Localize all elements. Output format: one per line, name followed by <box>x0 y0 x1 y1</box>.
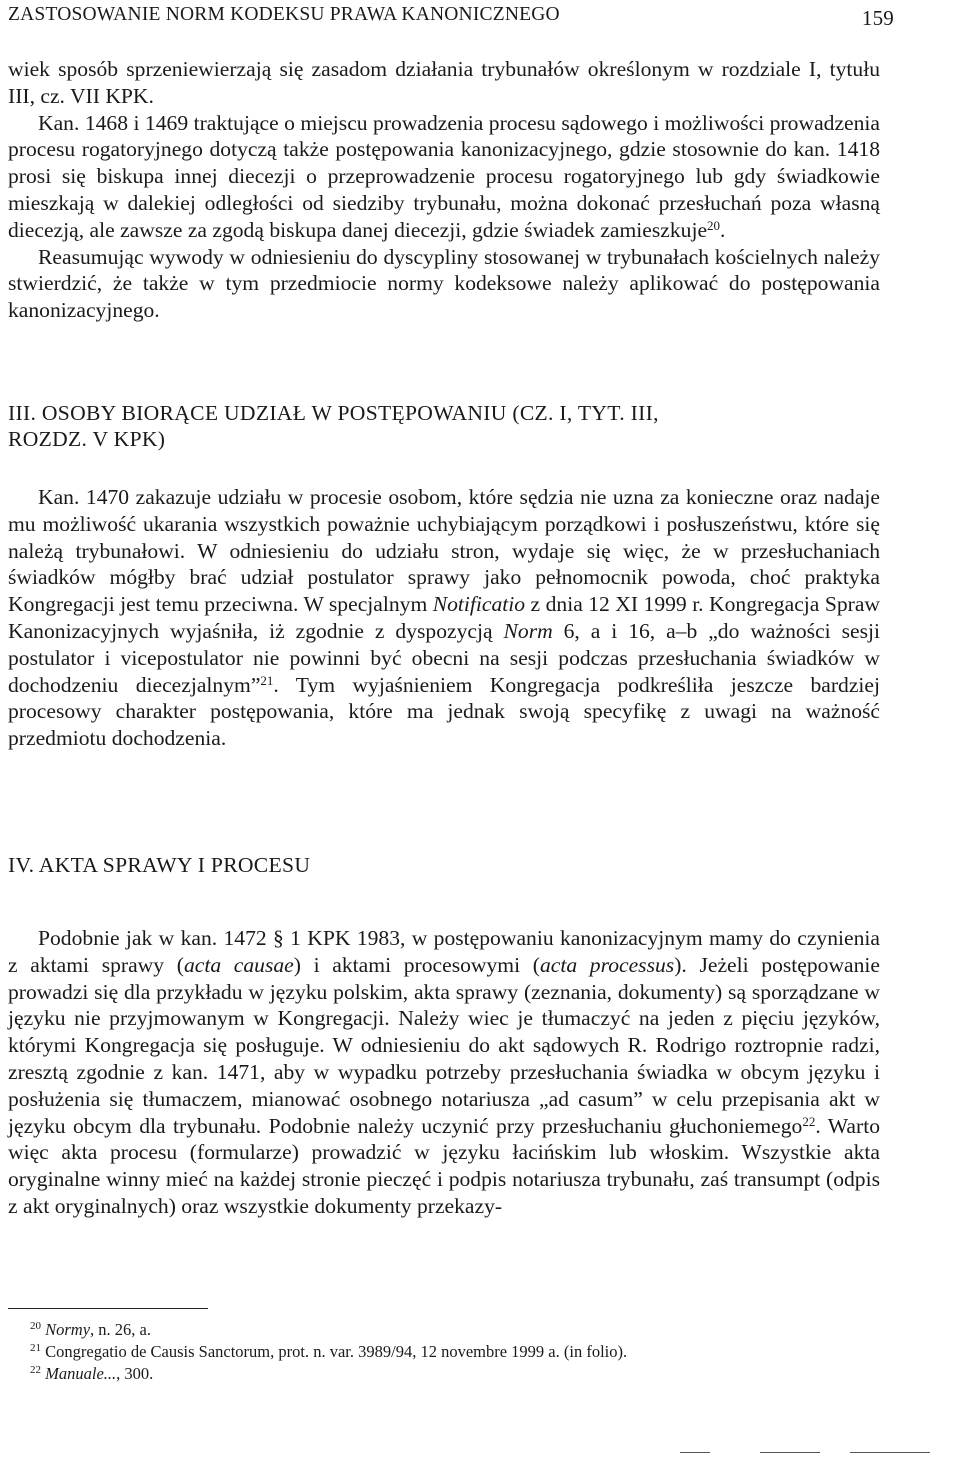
footnote-italic: Manuale... <box>45 1364 117 1383</box>
paragraph-kan-1470 <box>8 484 880 752</box>
paragraph-kan-1468 <box>8 110 880 244</box>
section-iv-body <box>8 925 880 1220</box>
paragraph-continuation: wiek sposób sprzeniewierzają się zasadom działania trybunałów określonym w rozdziale I, tytułu III, cz. VII KPK. <box>8 57 880 108</box>
scan-mark <box>680 1452 710 1453</box>
footnote-text: Congregatio de Causis Sanctorum, prot. n. var. 3989/94, 12 novembre 1999 a. (in folio). <box>45 1342 628 1361</box>
footnote-21 <box>8 1341 880 1363</box>
footnote-number: 20 <box>30 1320 41 1332</box>
paragraph-text: ) i aktami procesowymi ( <box>293 952 540 977</box>
footnote-ref-21[interactable]: 21 <box>260 672 274 688</box>
section-iii-body <box>8 484 880 752</box>
paragraph-summary: Reasumując wywody w odniesieniu do dyscypliny stosowanej w trybunałach kościelnych należy stwierdzić, że także w tym przedmiocie normy kodeksowe należy aplikować do postępowania kanonizacyjnego. <box>8 244 880 323</box>
footnote-ref-22[interactable]: 22 <box>802 1113 816 1129</box>
section-ii-end <box>8 56 880 324</box>
section-heading-iv <box>8 852 880 878</box>
footnote-22 <box>8 1363 880 1385</box>
italic-term: Norm <box>503 618 553 643</box>
footnote-number: 22 <box>30 1364 41 1376</box>
paragraph-text: Kan. 1468 i 1469 traktujące o miejscu prowadzenia procesu sądowego i możliwości prowadzenia procesu rogatoryjnego dotyczą także postępowania kanonizacyjnego, gdzie stosownie do kan. 1418 prosi się biskupa innej diecezji o przeprowadzenie procesu rogatoryjnego lub gdy świadkowie mieszkają w dalekiej odległości od siedziby trybunału, można dokonać przesłuchań poza własną diecezją, ale zawsze za zgodą biskupa danej diecezji, gdzie świadek zamieszkuje <box>8 110 880 242</box>
footnote-italic: Normy <box>45 1320 91 1339</box>
italic-term: Notificatio <box>432 592 526 617</box>
running-title: ZASTOSOWANIE NORM KODEKSU PRAWA KANONICZNEGO <box>8 4 560 25</box>
italic-term: acta causae <box>183 952 294 977</box>
paragraph-text: z dnia 12 XI 1999 r. Kongregacja Spraw Kanonizacyjnych wyjaśniła, iż zgodnie z dyspozycją <box>8 592 880 643</box>
footnote-text: , 300. <box>116 1364 154 1383</box>
footnote-ref-20[interactable]: 20 <box>707 217 721 233</box>
scan-mark <box>760 1452 820 1453</box>
paragraph-text: Podobnie jak w kan. 1472 § 1 KPK 1983, w postępowaniu kanonizacyjnym mamy do czynienia z aktami sprawy ( <box>8 926 880 977</box>
paragraph-text: . Tym wyjaśnieniem Kongregacja podkreśliła jeszcze bardziej procesowy charakter postępowania, które ma jednak swoją specyfikę z uwagi na ważność przedmiotu dochodzenia. <box>8 672 881 751</box>
paragraph-text: . Warto więc akta procesu (formularze) prowadzić w języku łacińskim lub włoskim. Wszystkie akta oryginalne winny mieć na każdej stronie pieczęć i podpis notariusza trybunału, zaś transumpt (odpis z akt oryginalnych) oraz wszystkie dokumenty przekazy- <box>8 1113 880 1218</box>
section-heading-line: III. OSOBY BIORĄCE UDZIAŁ W POSTĘPOWANIU (CZ. I, TYT. III, <box>8 401 659 425</box>
running-header <box>8 4 894 30</box>
section-heading-iii <box>8 400 880 452</box>
paragraph-text: . <box>720 217 726 242</box>
page-number: 159 <box>861 6 894 30</box>
scan-mark <box>850 1452 930 1453</box>
footnote-number: 21 <box>30 1342 41 1354</box>
paragraph-text: 6, a i 16, a–b „do ważności sesji postulator i vicepostulator nie powinni być obecni na sesji podczas przesłuchania świadków w dochodzeniu diecezjalnym” <box>8 618 880 697</box>
section-heading-line: ROZDZ. V KPK) <box>8 427 166 451</box>
paragraph-text: ). Jeżeli postępowanie prowadzi się dla przykładu w języku polskim, akta sprawy (zeznania, dokumenty) są sporządzane w języku nie przyjmowanym w Kongregacji. Należy wiec je tłumaczyć na jeden z pięciu języków, którymi Kongregacja się posługuje. W odniesieniu do akt sądowych R. Rodrigo roztropnie radzi, zresztą zgodnie z kan. 1471, aby w wypadku potrzeby przesłuchania świadka w obcym języku i posłużenia się tłumaczem, mianować osobnego notariusza „ad casum” w celu przepisania akt w języku obcym dla trybunału. Podobnie należy uczynić przy przesłuchaniu głuchoniemego <box>8 952 881 1138</box>
footnotes <box>8 1319 880 1385</box>
footnote-separator <box>8 1308 208 1309</box>
italic-term: acta processus <box>539 952 675 977</box>
footnote-20 <box>8 1319 880 1341</box>
section-heading-line: IV. AKTA SPRAWY I PROCESU <box>8 853 311 877</box>
paragraph-text: Kan. 1470 zakazuje udziału w procesie osobom, które sędzia nie uzna za konieczne oraz nadaje mu możliwość ukarania wszystkich poważnie uchybiającym porządkowi i posłuszeństwu, które się należą trybunałowi. W odniesieniu do udziału stron, wydaje się więc, że w przesłuchaniach świadków mógłby brać udział postulator sprawy jako pełnomocnik powoda, choć praktyka Kongregacji jest temu przeciwna. W specjalnym <box>8 485 880 617</box>
paragraph-akta <box>8 925 880 1220</box>
footnote-text: , n. 26, a. <box>90 1320 151 1339</box>
